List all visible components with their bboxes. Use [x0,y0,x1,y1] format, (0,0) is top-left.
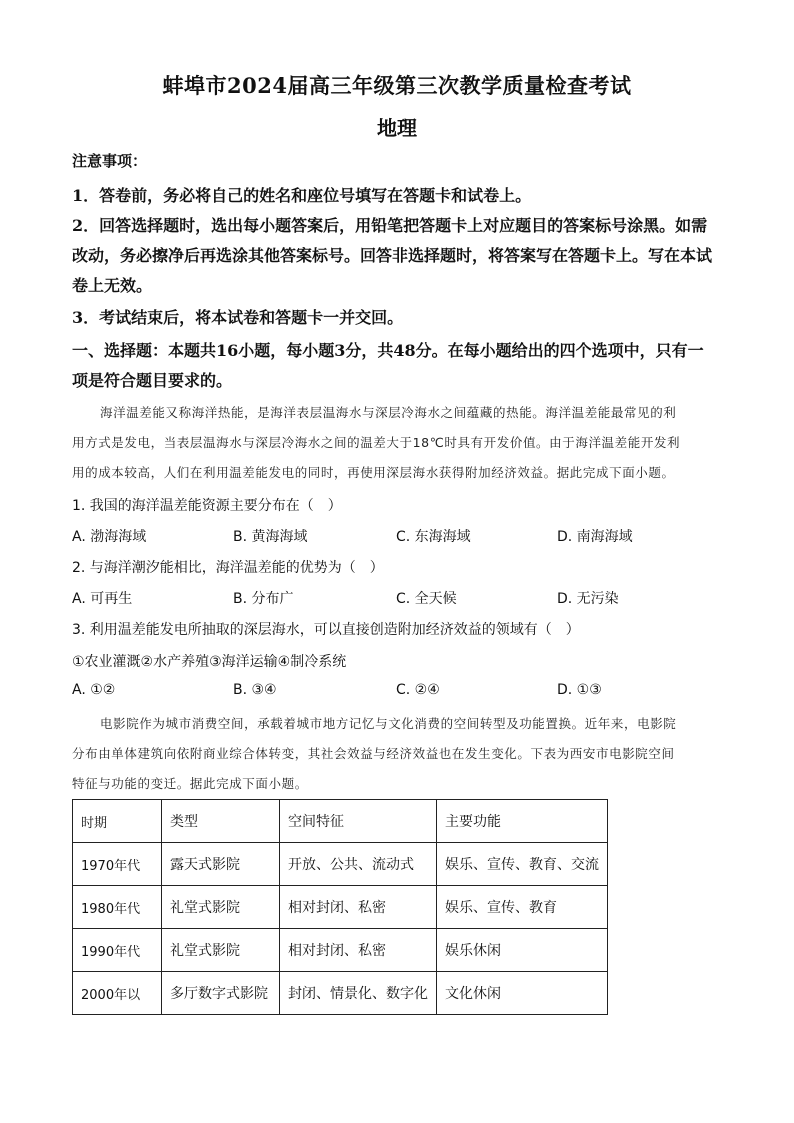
question-3-option-a: A. ①② [72,682,116,698]
notice-item-2-line-3: 卷上无效。 [72,276,153,295]
table-cell: 开放、公共、流动式 [280,843,437,886]
section-heading-line-2: 项是符合题目要求的。 [72,371,233,390]
table-cell: 相对封闭、私密 [280,929,437,972]
table-header-cell: 时期 [73,800,162,843]
table-cell: 露天式影院 [162,843,280,886]
section-heading-line-1: 一、选择题：本题共16小题，每小题3分，共48分。在每小题给出的四个选项中，只有一 [72,341,704,360]
question-1-option-a: A. 渤海海域 [72,529,147,545]
question-1-option-b: B. 黄海海域 [233,529,308,545]
question-3-option-c: C. ②④ [396,682,440,698]
table-cell: 相对封闭、私密 [280,886,437,929]
question-2-option-d: D. 无污染 [557,591,619,607]
passage-1-line-3: 用的成本较高，人们在利用温差能发电的同时，再使用深层海水获得附加经济效益。据此完成下面小题。 [72,465,675,480]
table-row [73,972,608,1015]
table-cell: 封闭、情景化、数字化 [280,972,437,1015]
table-cell: 1970年代 [73,843,162,886]
table-cell: 娱乐、宣传、教育 [437,886,608,929]
table-cell: 礼堂式影院 [162,929,280,972]
table-row [73,929,608,972]
table-cell: 娱乐、宣传、教育、交流 [437,843,608,886]
table-cell: 1990年代 [73,929,162,972]
question-1-option-c: C. 东海海域 [396,529,471,545]
notice-item-2-line-1: 2．回答选择题时，选出每小题答案后，用铅笔把答题卡上对应题目的答案标号涂黑。如需 [72,216,708,235]
notice-item-1: 1．答卷前，务必将自己的姓名和座位号填写在答题卡和试卷上。 [72,186,532,205]
table-header-cell: 类型 [162,800,280,843]
table-cell: 2000年以 [73,972,162,1015]
cinema-evolution-table [72,799,608,1015]
notice-item-2-line-2: 改动，务必擦净后再选涂其他答案标号。回答非选择题时，将答案写在答题卡上。写在本试 [72,246,713,265]
exam-title: 蚌埠市2024届高三年级第三次教学质量检查考试 [162,73,632,98]
notice-heading: 注意事项： [72,152,148,170]
table-row [73,843,608,886]
table-cell: 礼堂式影院 [162,886,280,929]
question-1-stem: 1. 我国的海洋温差能资源主要分布在（ ） [72,498,342,514]
table-cell: 多厅数字式影院 [162,972,280,1015]
table-header-row [73,800,608,843]
question-3-option-d: D. ①③ [557,682,602,698]
question-2-option-c: C. 全天候 [396,591,457,607]
table-header-cell: 主要功能 [437,800,608,843]
passage-1-line-1: 海洋温差能又称海洋热能，是海洋表层温海水与深层冷海水之间蕴藏的热能。海洋温差能最常见的利 [100,405,677,420]
passage-2-line-1: 电影院作为城市消费空间，承载着城市地方记忆与文化消费的空间转型及功能置换。近年来，电影院 [100,716,677,731]
table-header-cell: 空间特征 [280,800,437,843]
question-2-stem: 2. 与海洋潮汐能相比，海洋温差能的优势为（ ） [72,560,384,576]
question-3-option-b: B. ③④ [233,682,277,698]
question-3-stem: 3. 利用温差能发电所抽取的深层海水，可以直接创造附加经济效益的领域有（ ） [72,622,580,638]
question-1-option-d: D. 南海海域 [557,529,633,545]
passage-1-line-2: 用方式是发电，当表层温海水与深层冷海水之间的温差大于18℃时具有开发价值。由于海洋温差能开发利 [72,435,681,450]
question-3-items: ①农业灌溉②水产养殖③海洋运输④制冷系统 [72,654,347,670]
table-row [73,886,608,929]
question-2-option-a: A. 可再生 [72,591,133,607]
question-2-option-b: B. 分布广 [233,591,294,607]
subject-title: 地理 [377,116,417,140]
table-cell: 1980年代 [73,886,162,929]
table-cell: 娱乐休闲 [437,929,608,972]
notice-item-3: 3．考试结束后，将本试卷和答题卡一并交回。 [72,308,404,327]
passage-2-line-3: 特征与功能的变迁。据此完成下面小题。 [72,776,308,791]
table-cell: 文化休闲 [437,972,608,1015]
passage-2-line-2: 分布由单体建筑向依附商业综合体转变，其社会效益与经济效益也在发生变化。下表为西安市电影院空间 [72,746,675,761]
